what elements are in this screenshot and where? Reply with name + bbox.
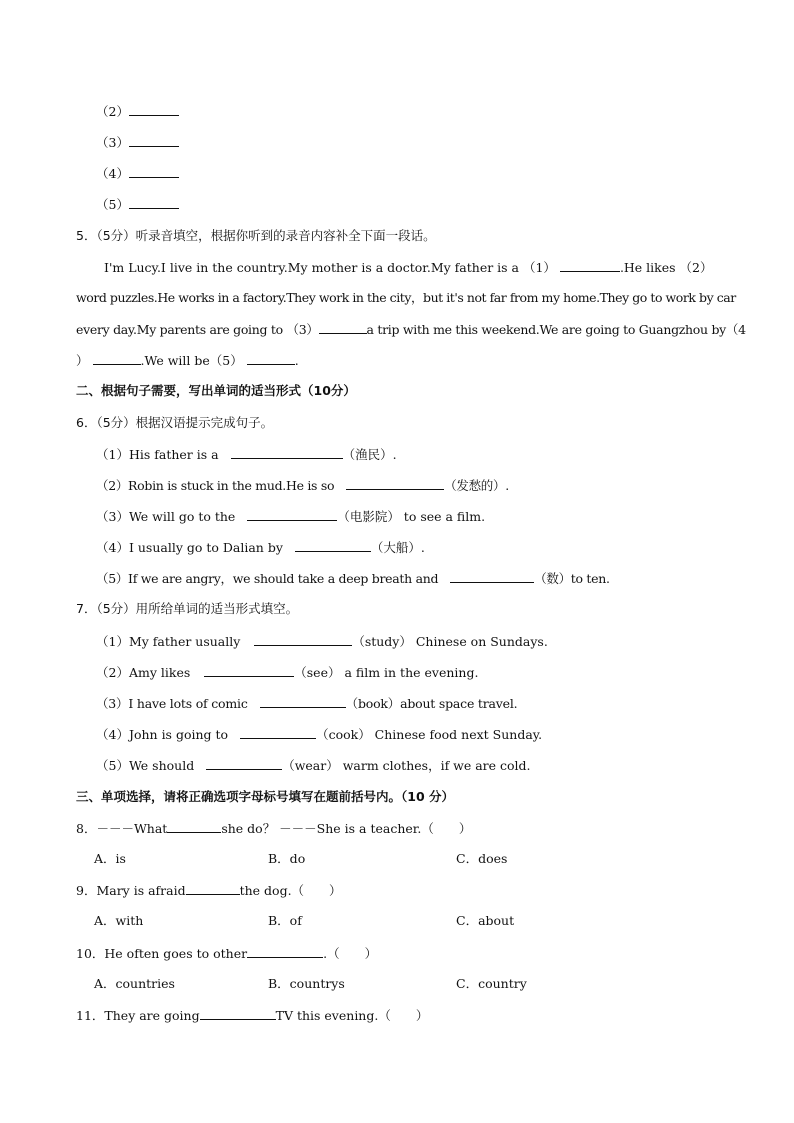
answer-blank[interactable] — [231, 446, 343, 459]
answer-blank[interactable] — [450, 570, 534, 583]
answer-blank[interactable] — [260, 695, 346, 708]
q6-item-4: （4）I usually go to Dalian by （大船）. — [96, 540, 425, 555]
answer-blank[interactable] — [206, 757, 282, 770]
answer-blank[interactable] — [200, 1007, 276, 1020]
q5-paragraph-line-1: I'm Lucy.I live in the country.My mother is a doctor.My father is a （1） .He likes （2） — [104, 260, 713, 275]
answer-blank[interactable] — [129, 165, 179, 178]
answer-blank[interactable] — [167, 820, 221, 833]
item-label: （3） — [96, 135, 129, 150]
q10-option-b[interactable]: B．countrys — [268, 976, 345, 991]
q7-item-5: （5）We should （wear） warm clothes，if we are cold. — [96, 758, 531, 773]
answer-blank[interactable] — [240, 726, 316, 739]
q8-option-b[interactable]: B．do — [268, 851, 306, 866]
item-label: （2） — [96, 104, 129, 119]
q5-paragraph-line-4: ） .We will be（5） . — [76, 353, 299, 368]
q5-paragraph-line-2: word puzzles.He works in a factory.They work in the city，but it's not far from my home.They go to work by car — [76, 290, 736, 305]
q8-option-c[interactable]: C．does — [456, 851, 508, 866]
q4-item-3 — [96, 134, 179, 151]
q4-item-2 — [96, 103, 179, 120]
q5-paragraph-line-3: every day.My parents are going to （3） a trip with me this weekend.We are going to Guangzhou by（4 — [76, 322, 746, 337]
question-11: 11．They are going TV this evening.（ ） — [76, 1008, 429, 1023]
answer-blank[interactable] — [319, 321, 367, 334]
q8-option-a[interactable]: A．is — [94, 851, 126, 866]
item-label: （5） — [96, 197, 129, 212]
q4-item-4 — [96, 165, 179, 182]
answer-blank[interactable] — [560, 259, 620, 272]
answer-blank[interactable] — [129, 103, 179, 116]
answer-blank[interactable] — [254, 633, 352, 646]
answer-blank[interactable] — [204, 664, 294, 677]
q9-option-a[interactable]: A．with — [94, 913, 144, 928]
answer-blank[interactable] — [129, 134, 179, 147]
q4-item-5 — [96, 196, 179, 213]
q9-option-c[interactable]: C．about — [456, 913, 515, 928]
q6-item-5: （5）If we are angry，we should take a deep breath and （数）to ten. — [96, 571, 610, 586]
answer-blank[interactable] — [346, 477, 444, 490]
question-8: 8．－－－What she do？ －－－She is a teacher.（ ） — [76, 821, 472, 836]
answer-blank[interactable] — [247, 945, 323, 958]
q10-option-a[interactable]: A．countries — [94, 976, 175, 991]
question-10: 10．He often goes to other .（ ） — [76, 946, 378, 961]
q7-item-3: （3）I have lots of comic （book）about space travel. — [96, 696, 518, 711]
answer-blank[interactable] — [247, 508, 337, 521]
answer-blank[interactable] — [186, 882, 240, 895]
answer-blank[interactable] — [93, 352, 141, 365]
q9-option-b[interactable]: B．of — [268, 913, 302, 928]
answer-blank[interactable] — [129, 196, 179, 209]
q6-item-3: （3）We will go to the （电影院） to see a film. — [96, 509, 486, 524]
q7-item-4: （4）John is going to （cook） Chinese food next Sunday. — [96, 727, 543, 742]
q10-option-c[interactable]: C．country — [456, 976, 527, 991]
q6-item-1: （1）His father is a （渔民）. — [96, 447, 397, 462]
section-3-title: 三、单项选择，请将正确选项字母标号填写在题前括号内。（10 分） — [76, 789, 454, 804]
q7-item-2: （2）Amy likes （see） a film in the evening. — [96, 665, 479, 680]
q6-item-2: （2）Robin is stuck in the mud.He is so （发愁的）. — [96, 478, 509, 493]
question-9: 9．Mary is afraid the dog.（ ） — [76, 883, 342, 898]
question-6-title: 6．（5分）根据汉语提示完成句子。 — [76, 415, 274, 430]
item-label: （4） — [96, 166, 129, 181]
question-7-title: 7．（5分）用所给单词的适当形式填空。 — [76, 601, 299, 616]
answer-blank[interactable] — [247, 352, 295, 365]
question-5-title: 5．（5分）听录音填空，根据你听到的录音内容补全下面一段话。 — [76, 228, 436, 243]
section-2-title: 二、根据句子需要，写出单词的适当形式（10分） — [76, 383, 356, 398]
answer-blank[interactable] — [295, 539, 371, 552]
q7-item-1: （1）My father usually （study） Chinese on Sundays. — [96, 634, 548, 649]
